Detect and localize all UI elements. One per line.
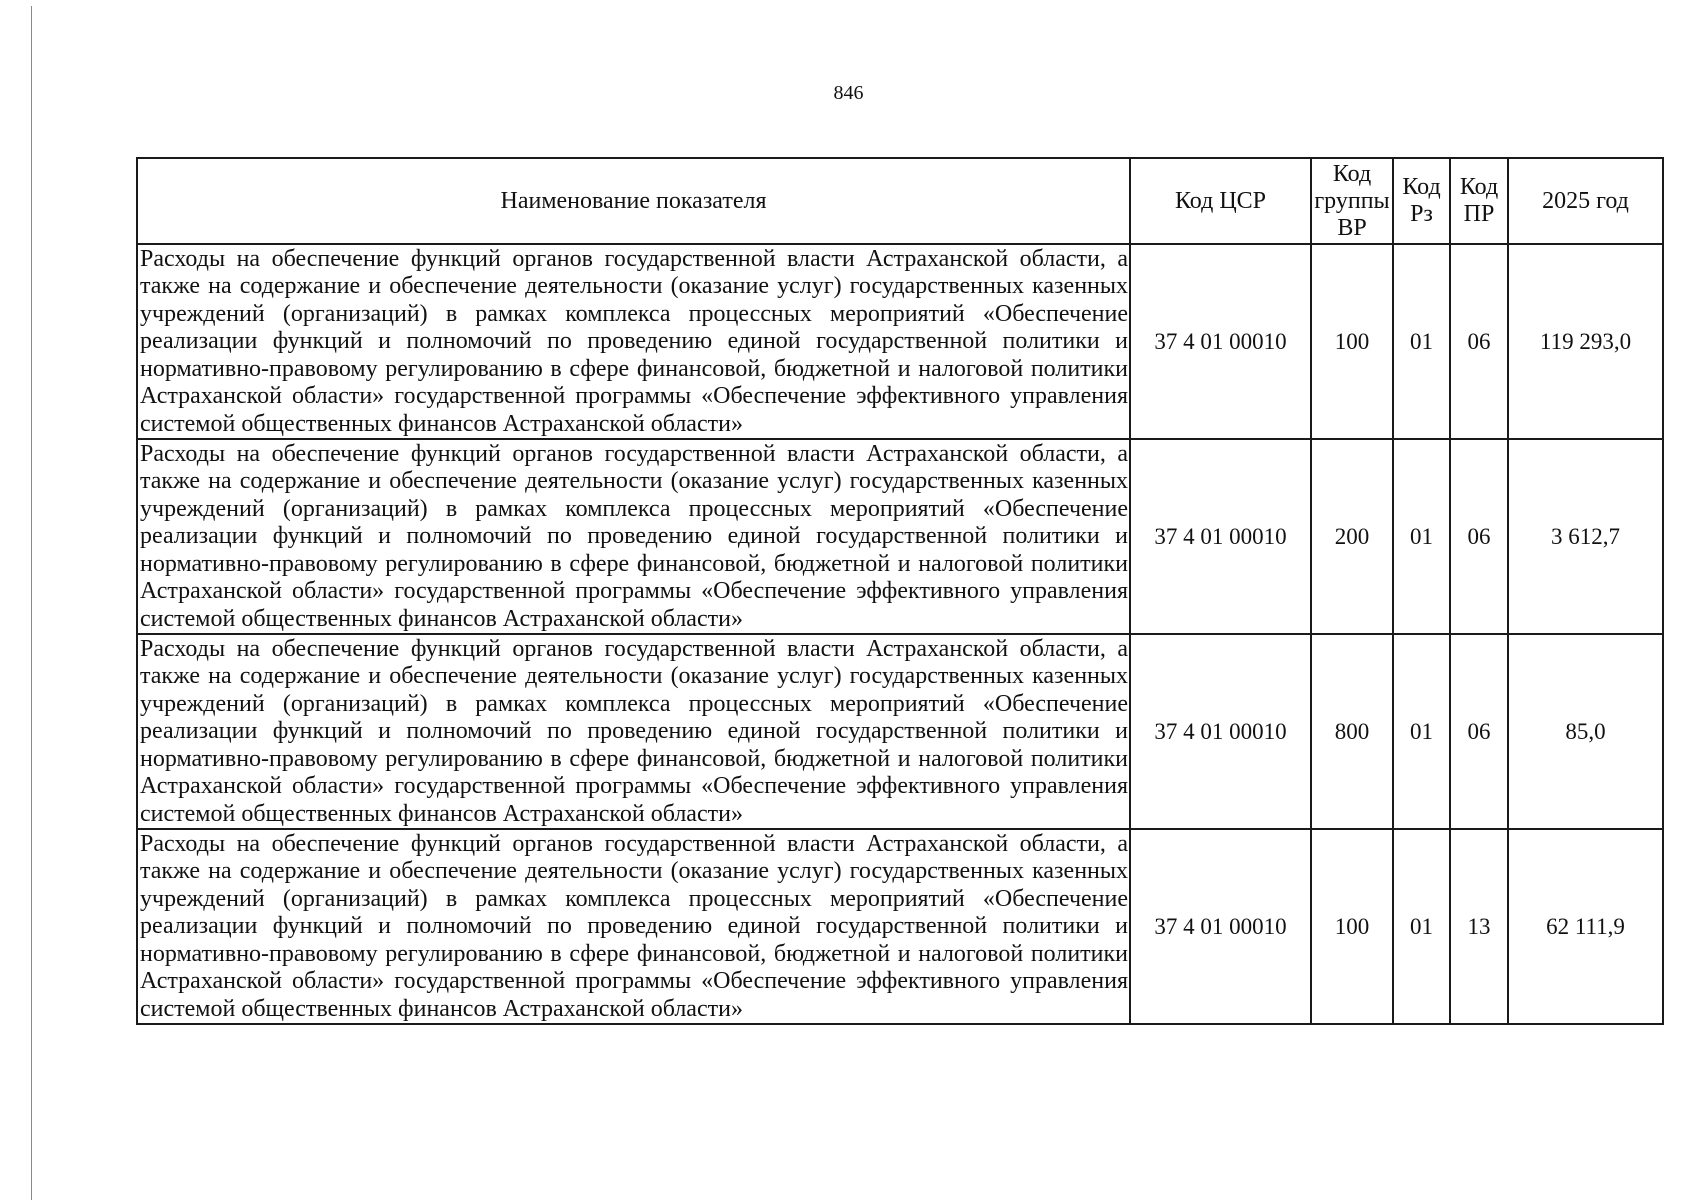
header-year-2025: 2025 год [1508,158,1663,244]
row-amount: 3 612,7 [1508,439,1663,634]
row-vr-code: 100 [1311,829,1393,1024]
row-name: Расходы на обеспечение функций органов государственной власти Астраханской области, а также на содержание и обеспечение деятельности (оказание услуг) государственных казенных учреждений (организаций) в рамках комплекса процессных мероприятий «Обеспечение реализации функций и полномочий по проведению единой государственной политики и нормативно-правовому регулированию в сфере финансовой, бюджетной и налоговой политики Астраханской области» государственной программы «Обеспечение эффективного управления системой общественных финансов Астраханской области» [137,439,1130,634]
row-vr-code: 200 [1311,439,1393,634]
row-rz-code: 01 [1393,829,1450,1024]
row-amount: 62 111,9 [1508,829,1663,1024]
header-name: Наименование показателя [137,158,1130,244]
table-row [137,439,1663,634]
row-amount: 85,0 [1508,634,1663,829]
header-rz-code: Код Рз [1393,158,1450,244]
table-row [137,244,1663,439]
page-number: 846 [833,82,864,104]
row-amount: 119 293,0 [1508,244,1663,439]
row-vr-code: 100 [1311,244,1393,439]
row-rz-code: 01 [1393,244,1450,439]
row-csr-code: 37 4 01 00010 [1130,439,1311,634]
row-pr-code: 06 [1450,439,1508,634]
row-csr-code: 37 4 01 00010 [1130,634,1311,829]
row-pr-code: 06 [1450,634,1508,829]
table-row [137,829,1663,1024]
row-vr-code: 800 [1311,634,1393,829]
table-row [137,634,1663,829]
scan-edge-line [31,6,32,1200]
header-pr-code: Код ПР [1450,158,1508,244]
row-csr-code: 37 4 01 00010 [1130,244,1311,439]
table-header-row [137,158,1663,244]
header-vr-code: Код группы ВР [1311,158,1393,244]
header-csr-code: Код ЦСР [1130,158,1311,244]
row-rz-code: 01 [1393,439,1450,634]
row-pr-code: 06 [1450,244,1508,439]
row-name: Расходы на обеспечение функций органов государственной власти Астраханской области, а также на содержание и обеспечение деятельности (оказание услуг) государственных казенных учреждений (организаций) в рамках комплекса процессных мероприятий «Обеспечение реализации функций и полномочий по проведению единой государственной политики и нормативно-правовому регулированию в сфере финансовой, бюджетной и налоговой политики Астраханской области» государственной программы «Обеспечение эффективного управления системой общественных финансов Астраханской области» [137,244,1130,439]
row-csr-code: 37 4 01 00010 [1130,829,1311,1024]
row-pr-code: 13 [1450,829,1508,1024]
row-name: Расходы на обеспечение функций органов государственной власти Астраханской области, а также на содержание и обеспечение деятельности (оказание услуг) государственных казенных учреждений (организаций) в рамках комплекса процессных мероприятий «Обеспечение реализации функций и полномочий по проведению единой государственной политики и нормативно-правовому регулированию в сфере финансовой, бюджетной и налоговой политики Астраханской области» государственной программы «Обеспечение эффективного управления системой общественных финансов Астраханской области» [137,634,1130,829]
row-rz-code: 01 [1393,634,1450,829]
row-name: Расходы на обеспечение функций органов государственной власти Астраханской области, а также на содержание и обеспечение деятельности (оказание услуг) государственных казенных учреждений (организаций) в рамках комплекса процессных мероприятий «Обеспечение реализации функций и полномочий по проведению единой государственной политики и нормативно-правовому регулированию в сфере финансовой, бюджетной и налоговой политики Астраханской области» государственной программы «Обеспечение эффективного управления системой общественных финансов Астраханской области» [137,829,1130,1024]
budget-table [136,157,1664,1025]
